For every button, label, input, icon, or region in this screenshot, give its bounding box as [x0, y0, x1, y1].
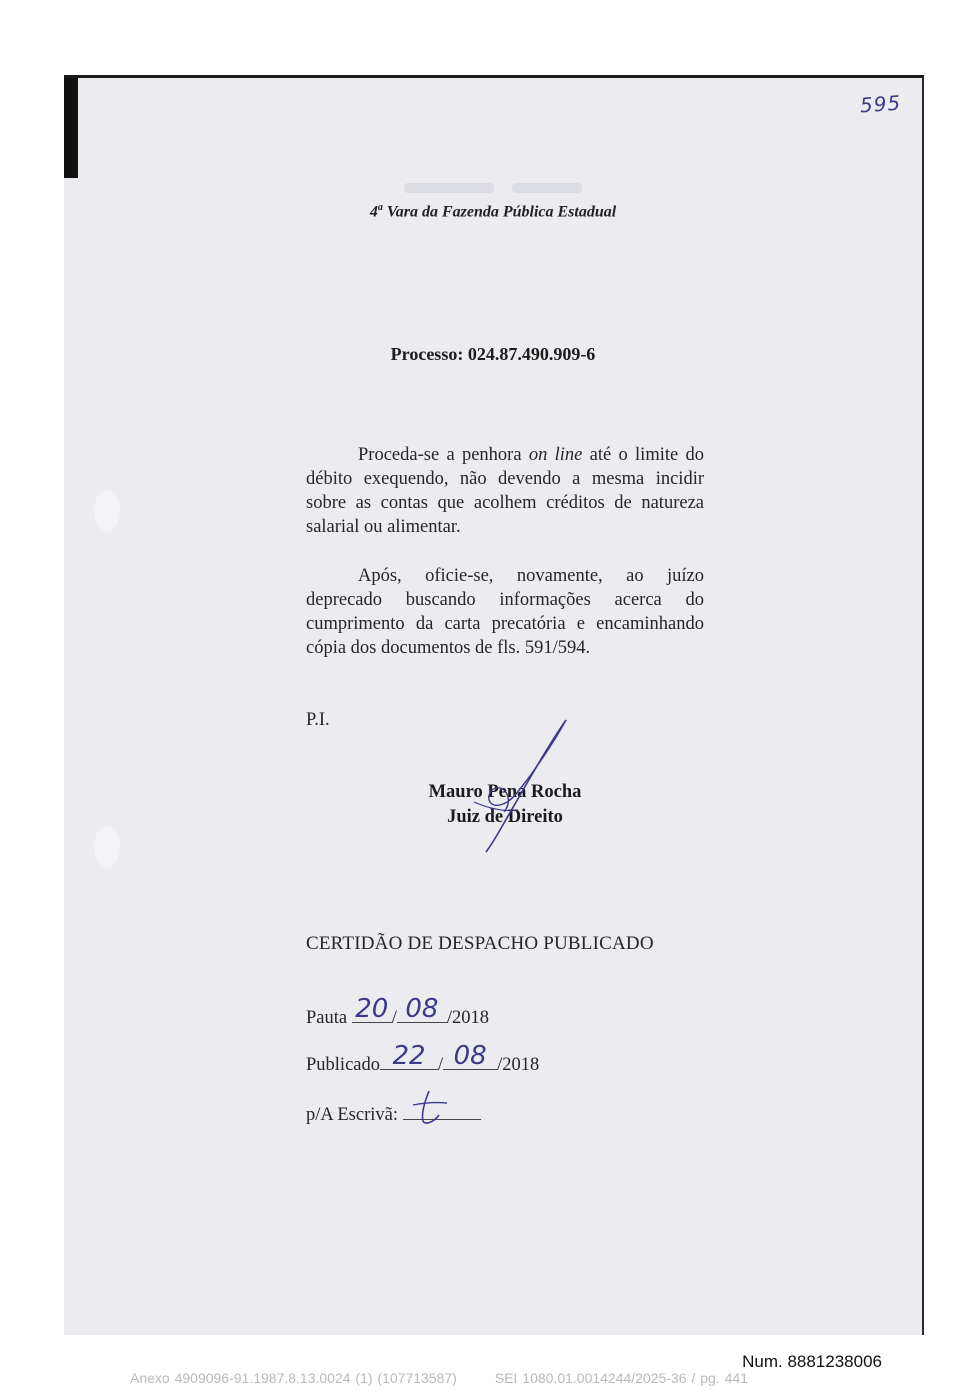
- publicado-line: [306, 1041, 540, 1076]
- paragraph1-italic: on line: [528, 445, 583, 465]
- footer-sei: SEI 1080.01.0014244/2025-36 / pg. 441: [494, 1370, 748, 1386]
- punch-hole: [94, 826, 120, 868]
- scanned-document: [64, 75, 924, 1335]
- judge-title: Juiz de Direito: [447, 807, 563, 827]
- escriva-line: [306, 1099, 481, 1126]
- scan-edge-shadow: [64, 78, 78, 178]
- punch-hole: [94, 490, 120, 532]
- publicado-day-field: [380, 1041, 438, 1071]
- publicado-month-field: [443, 1041, 497, 1071]
- footer-reference: [130, 1370, 748, 1386]
- footer-anexo: Anexo 4909096-91.1987.8.13.0024 (1) (107713587): [130, 1370, 457, 1386]
- pauta-month: 08: [405, 994, 439, 1024]
- escriva-signature: [403, 1087, 481, 1127]
- publicado-label: Publicado: [306, 1055, 380, 1075]
- paragraph1-start: Proceda-se a penhora: [358, 445, 529, 465]
- pauta-day-field: [352, 994, 392, 1024]
- header-ordinal-sup: a: [377, 202, 383, 213]
- paragraph-penhora: [306, 443, 704, 539]
- publicado-month: 08: [453, 1041, 487, 1071]
- header-ordinal: 4: [369, 203, 378, 221]
- publicado-separator: /: [438, 1055, 444, 1075]
- certidao-title: CERTIDÃO DE DESPACHO PUBLICADO: [306, 933, 654, 954]
- pauta-year: /2018: [446, 1008, 490, 1028]
- judge-name: Mauro Pena Rocha: [428, 782, 582, 802]
- document-number: Num. 8881238006: [742, 1352, 882, 1371]
- process-number: Processo: 024.87.490.909-6: [390, 344, 596, 364]
- pauta-line: [306, 994, 490, 1029]
- handwritten-page-number: 595: [859, 90, 902, 118]
- judge-signature: [434, 712, 584, 862]
- escriva-label: p/A Escrivã:: [306, 1105, 398, 1125]
- faint-stamp-mark: [512, 183, 582, 193]
- publicado-year: /2018: [497, 1055, 540, 1075]
- escriva-signature-field: [403, 1099, 481, 1120]
- pauta-separator: /: [391, 1008, 397, 1028]
- pauta-month-field: [397, 994, 447, 1024]
- header-court: Vara da Fazenda Pública Estadual: [386, 203, 617, 221]
- paragraph-oficie: Após, oficie-se, novamente, ao juízo deprecado buscando informações acerca do cumprimento da carta precatória e encaminhando cópia dos documentos de fls. 591/594.: [306, 566, 704, 658]
- pi-text: P.I.: [306, 710, 330, 730]
- faint-stamp-mark: [404, 183, 494, 193]
- pauta-day: 20: [355, 994, 389, 1024]
- paragraph1-end: até o limite do débito exequendo, não devendo a mesma incidir sobre as contas que acolhem créditos de natureza salarial ou alimentar.: [306, 445, 704, 537]
- pauta-label: Pauta: [306, 1008, 348, 1028]
- court-header: [64, 202, 922, 221]
- publicado-day: 22: [392, 1041, 426, 1071]
